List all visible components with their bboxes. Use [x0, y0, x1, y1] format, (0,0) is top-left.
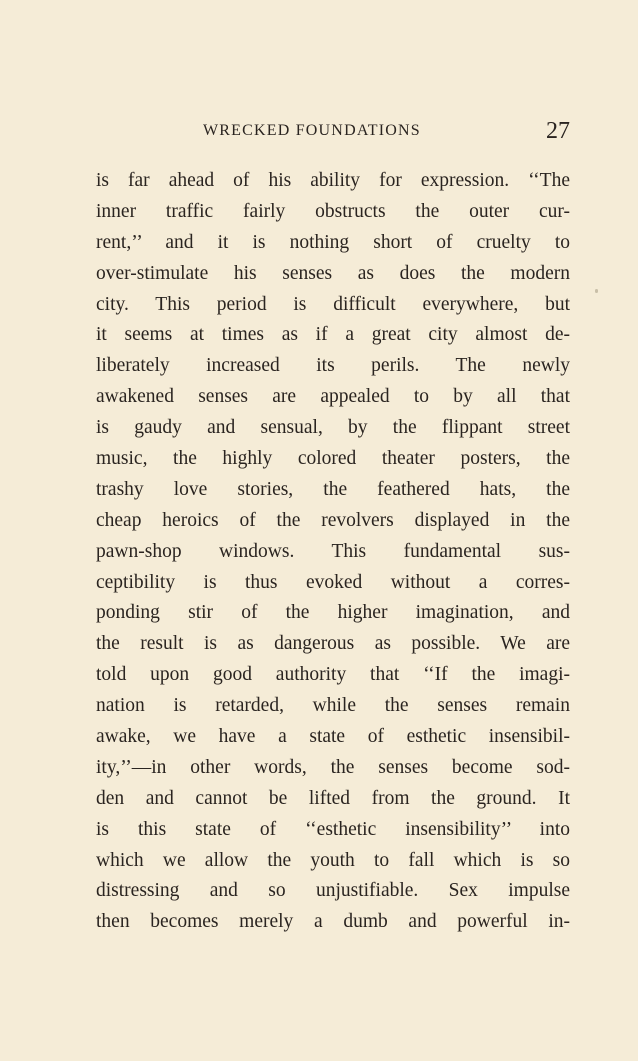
text-line: awake, we have a state of esthetic insensibil- — [96, 726, 570, 748]
text-line: ponding stir of the higher imagination, and — [96, 602, 570, 624]
text-line: is far ahead of his ability for expression. ‘‘The — [96, 170, 570, 191]
text-line: told upon good authority that ‘‘If the imagi- — [96, 664, 570, 686]
text-line: it seems at times as if a great city almost de- — [96, 324, 570, 346]
text-line: then becomes merely a dumb and powerful in- — [96, 911, 570, 933]
text-line: liberately increased its perils. The newly — [96, 355, 570, 377]
text-line: nation is retarded, while the senses remain — [96, 695, 570, 717]
body-text — [96, 166, 570, 938]
text-line: den and cannot be lifted from the ground. It — [96, 787, 570, 809]
running-head — [96, 118, 570, 152]
text-line: inner traffic fairly obstructs the outer cur- — [96, 200, 570, 222]
text-line: is this state of ‘‘esthetic insensibility’’ into — [96, 818, 570, 840]
text-line: rent,’’ and it is nothing short of cruelty to — [96, 231, 570, 253]
text-line: awakened senses are appealed to by all that — [96, 386, 570, 408]
text-line: trashy love stories, the feathered hats, the — [96, 478, 570, 500]
text-line: which we allow the youth to fall which is so — [96, 849, 570, 871]
running-title: WRECKED FOUNDATIONS — [203, 122, 421, 139]
text-line: city. This period is difficult everywhere, but — [96, 293, 570, 315]
text-line: ceptibility is thus evoked without a corres- — [96, 571, 570, 593]
text-line: pawn-shop windows. This fundamental sus- — [96, 540, 570, 562]
text-line: music, the highly colored theater posters, the — [96, 448, 570, 470]
text-line: the result is as dangerous as possible. We are — [96, 633, 570, 655]
text-line: over-stimulate his senses as does the modern — [96, 262, 570, 284]
text-line: distressing and so unjustifiable. Sex impulse — [96, 880, 570, 902]
text-line: cheap heroics of the revolvers displayed in the — [96, 509, 570, 531]
page-number: 27 — [546, 118, 570, 144]
paper-speck — [595, 289, 598, 293]
text-line: ity,’’—in other words, the senses become sod- — [96, 756, 570, 778]
text-line: is gaudy and sensual, by the flippant street — [96, 417, 570, 439]
